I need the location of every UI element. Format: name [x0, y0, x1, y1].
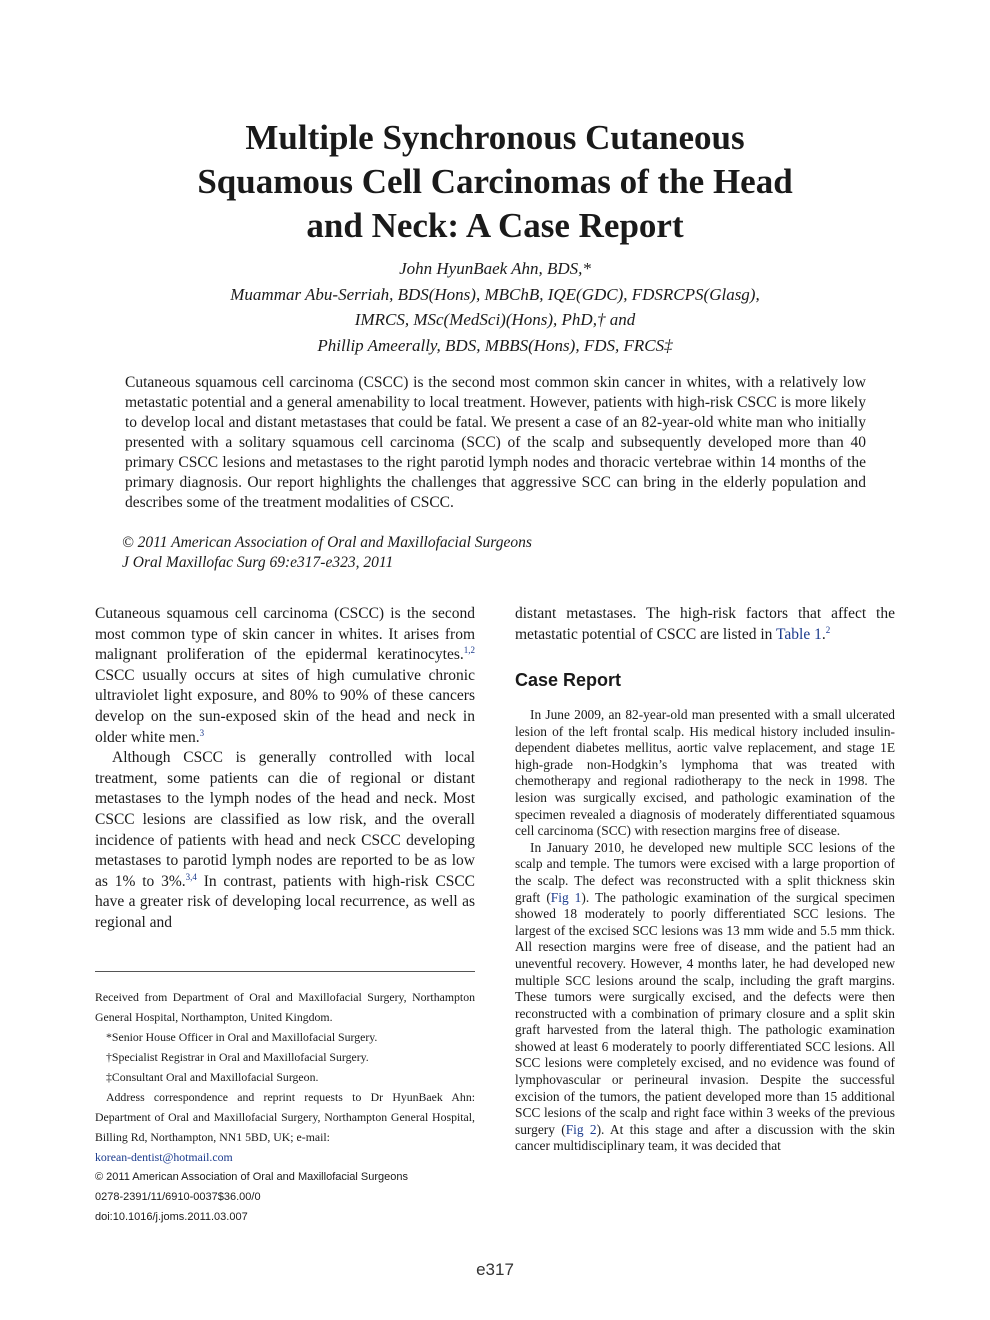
paragraph-text: In contrast, patients with high-risk CSCC have a greater risk of developing local recurrence, as well as regional and: [95, 872, 475, 931]
reference-link[interactable]: 3,4: [185, 871, 197, 882]
paragraph-text: distant metastases. The high-risk factors that affect the metastatic potential of CSCC are listed in: [515, 605, 895, 643]
case-paragraph: In June 2009, an 82-year-old man presented with a small ulcerated lesion of the left frontal scalp. His medical history included insulin-dependent diabetes mellitus, aortic valve replacement, and stage 1E high-grade non-Hodgkin’s lymphoma that was treated with chemotherapy and regional radiotherapy to the neck in 1998. The lesion was surgically excised, and pathologic examination of the specimen revealed a diagnosis of moderately differentiated squamous cell carcinoma (SCC) with resection margins free of disease.: [515, 707, 895, 839]
email-link-line: [95, 1147, 475, 1167]
received-note: Received from Department of Oral and Maxillofacial Surgery, Northampton General Hospital, Northampton, United Kingdom.: [95, 990, 475, 1024]
footnote-divider: [95, 971, 475, 972]
author-note: *Senior House Officer in Oral and Maxillofacial Surgery.: [106, 1030, 378, 1044]
copyright-note: © 2011 American Association of Oral and Maxillofacial Surgeons: [95, 1171, 409, 1183]
abstract-copyright: © 2011 American Association of Oral and Maxillofacial Surgeons: [122, 534, 532, 551]
footnotes: [95, 987, 475, 1227]
correspondence-note: Address correspondence and reprint requests to Dr HyunBaek Ahn: Department of Oral and Maxillofacial Surgery, Northampton General Hospital, Billing Rd, Northampton, NN1 5BD, UK; e-mail:: [95, 1090, 475, 1144]
intro-paragraph: [95, 748, 475, 933]
continuation-paragraph: [515, 604, 895, 645]
title-line: Squamous Cell Carcinomas of the Head: [197, 162, 793, 201]
page-number: e317: [476, 1260, 514, 1279]
author-line: Phillip Ameerally, BDS, MBBS(Hons), FDS, FRCS‡: [317, 335, 673, 355]
paragraph-text: .: [821, 625, 826, 643]
paragraph-text: ). At this stage and after a discussion with the skin cancer multidisciplinary team, it was decided that: [515, 1121, 896, 1154]
title-line: and Neck: A Case Report: [306, 206, 684, 245]
right-column-continuation: [515, 604, 895, 645]
journal-citation: J Oral Maxillofac Surg 69:e317-e323, 2011: [122, 554, 394, 571]
figure-link[interactable]: Fig 2: [565, 1121, 597, 1137]
article-title: [95, 116, 895, 248]
table-link[interactable]: Table 1: [776, 625, 822, 643]
left-column: [95, 604, 475, 934]
paragraph-text: Cutaneous squamous cell carcinoma (CSCC) is the second most common type of skin cancer in whites. It arises from malignant proliferation of the epidermal keratinocytes.: [95, 605, 475, 664]
section-heading: Case Report: [515, 670, 622, 690]
intro-paragraph: [95, 604, 475, 748]
author-list: [95, 256, 895, 358]
author-line: John HyunBaek Ahn, BDS,*: [399, 259, 591, 278]
author-note: †Specialist Registrar in Oral and Maxillofacial Surgery.: [106, 1050, 369, 1064]
doi-note: doi:10.1016/j.joms.2011.03.007: [95, 1211, 248, 1223]
paragraph-text: ). The pathologic examination of the surgical specimen showed 18 moderately to poorly differentiated SCC lesions. The largest of the excised SCC lesions was 13 mm wide and 5.5 mm thick. All resection margins were free of disease, and the patient had an uneventful recovery. However, 4 months later, he had developed new multiple SCC lesions around the scalp, including the graft margins. These tumors were surgically excised, and the defects were then reconstructed with a combination of primary closure and a split skin graft harvested from the lateral thigh. The pathologic examination showed at least 6 moderately to poorly differentiated SCC lesions. All SCC lesions were completely excised, and no evidence was found of lymphovascular or perineural invasion. Despite the successful excision of the tumors, the patient developed more than 15 additional SCC lesions of the scalp and right face within 3 weeks of the previous surgery (: [515, 889, 895, 1137]
author-line: Muammar Abu-Serriah, BDS(Hons), MBChB, IQE(GDC), FDSRCPS(Glasg),: [230, 284, 760, 304]
abstract: Cutaneous squamous cell carcinoma (CSCC) is the second most common skin cancer in whites, with a relatively low metastatic potential and a general amenability to local treatment. However, patients with high-risk CSCC is more likely to develop local and distant metastases that could be fatal. We present a case of an 82-year-old white man who initially presented with a solitary squamous cell carcinoma (SCC) of the scalp and subsequently developed more than 40 primary CSCC lesions and metastases to the right parotid lymph nodes and thoracic vertebrae within 14 months of the primary diagnosis. Our report highlights the challenges that aggressive SCC can bring in the elderly population and describes some of the treatment modalities of CSCC.: [125, 374, 866, 511]
reference-link[interactable]: 2: [825, 624, 831, 635]
case-report-body: [515, 707, 895, 1155]
reference-link[interactable]: 3: [199, 727, 205, 738]
email-link[interactable]: korean-dentist@hotmail.com: [95, 1150, 233, 1164]
paragraph-text: In January 2010, he developed new multiple SCC lesions of the scalp and temple. The tumors were excised with a large proportion of the scalp. The defect was reconstructed with a split thickness skin graft (: [515, 839, 895, 905]
case-paragraph: [515, 840, 895, 1155]
paragraph-text: CSCC usually occurs at sites of high cumulative chronic ultraviolet light exposure, and 80% to 90% of these cancers develop on the sun-exposed skin of the head and neck in older white men.: [95, 666, 475, 746]
reference-link[interactable]: 1,2: [463, 645, 475, 656]
issn-note: 0278-2391/11/6910-0037$36.00/0: [95, 1191, 261, 1203]
paragraph-text: Although CSCC is generally controlled with local treatment, some patients can die of regional or distant metastases to the lymph nodes of the head and neck. Most CSCC lesions are classified as low risk, and the overall incidence of patients with head and neck CSCC developing metastases to parotid lymph nodes are reported to be as low as 1% to 3%.: [95, 749, 475, 890]
author-line: IMRCS, MSc(MedSci)(Hons), PhD,† and: [354, 310, 636, 329]
title-line: Multiple Synchronous Cutaneous: [245, 118, 745, 157]
author-note: ‡Consultant Oral and Maxillofacial Surgeon.: [106, 1070, 319, 1084]
figure-link[interactable]: Fig 1: [550, 889, 582, 905]
